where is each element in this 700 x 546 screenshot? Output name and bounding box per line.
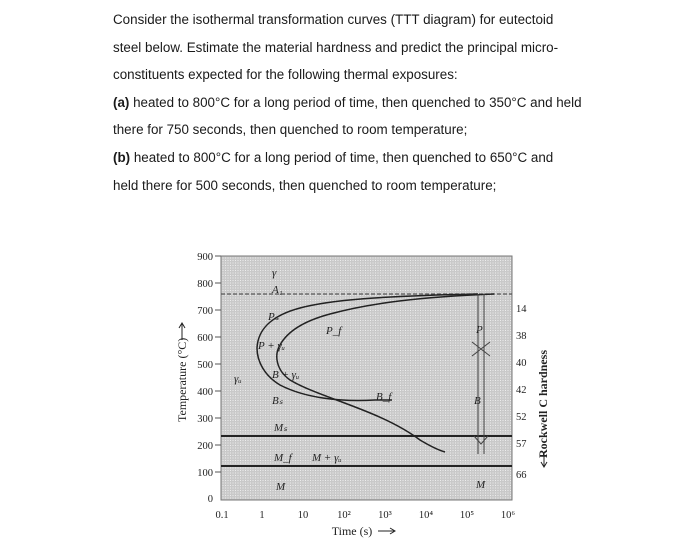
x-tick-label: 0.1 <box>215 510 229 521</box>
label-bs: Bₛ <box>272 395 283 407</box>
label-ps: Pₛ <box>268 311 279 323</box>
y-tick-label: 100 <box>197 468 213 479</box>
hardness-tick: 42 <box>516 385 527 396</box>
x-tick-label: 10⁵ <box>459 510 475 521</box>
y-axis-label: Temperature (°C) <box>175 337 189 422</box>
hardness-tick: 38 <box>516 331 527 342</box>
label-gamma-u: γᵤ <box>234 373 242 385</box>
intro-line: steel below. Estimate the material hardness and predict the principal micro- <box>113 39 559 55</box>
part-b-line2: held there for 500 seconds, then quenched to room temperature; <box>113 177 497 193</box>
part-a-text: heated to 800°C for a long period of time, then quenched to 350°C and held <box>129 94 582 110</box>
x-axis-label: Time (s) <box>331 524 373 538</box>
label-ms: Mₛ <box>274 422 288 434</box>
part-b-text: heated to 800°C for a long period of time, then quenched to 650°C and <box>130 149 554 165</box>
y-tick-label: 300 <box>197 414 213 425</box>
y-tick-label: 600 <box>197 333 213 344</box>
part-b-label: (b) <box>113 149 131 165</box>
label-right-m: M <box>476 479 486 491</box>
x-tick-label: 10 <box>297 510 309 521</box>
label-p-gamma: P + γᵤ <box>258 340 286 352</box>
y-tick-label: 900 <box>197 252 213 263</box>
hardness-tick: 66 <box>516 470 527 481</box>
label-m: M <box>276 481 286 493</box>
y-tick-label: 200 <box>197 441 213 452</box>
label-b-gamma: B + γᵤ <box>272 369 300 381</box>
hardness-tick: 14 <box>516 304 527 315</box>
x-axis-arrow-icon <box>378 528 395 534</box>
y-tick-label: 800 <box>197 279 213 290</box>
y-tick-label: 500 <box>197 360 213 371</box>
label-right-p: P <box>476 324 483 336</box>
plot-area <box>221 256 512 500</box>
label-right-b: B <box>474 395 481 407</box>
y-tick-label: 0 <box>207 494 213 505</box>
y-axis-arrow-icon <box>179 323 185 340</box>
label-gamma: γ <box>272 267 277 279</box>
hardness-axis-label: Rockwell C hardness <box>536 349 550 458</box>
x-tick-label: 10³ <box>378 510 392 521</box>
part-a-label: (a) <box>113 94 130 110</box>
label-mf: M_f <box>274 452 292 464</box>
hardness-tick: 57 <box>516 439 527 450</box>
part-a-line2: there for 750 seconds, then quenched to room temperature; <box>113 122 468 138</box>
y-tick-label: 400 <box>197 387 213 398</box>
label-m-gamma: M + γᵤ <box>312 452 342 464</box>
x-tick-label: 10⁶ <box>500 510 516 521</box>
hardness-tick: 52 <box>516 412 527 423</box>
intro-line: constituents expected for the following thermal exposures: <box>113 67 458 83</box>
y-axis-ticks <box>215 256 221 472</box>
y-tick-label: 700 <box>197 306 213 317</box>
intro-line: Consider the isothermal transformation curves (TTT diagram) for eutectoid <box>113 12 554 27</box>
x-tick-label: 1 <box>259 510 265 521</box>
label-pf: P_f <box>326 325 342 337</box>
hardness-tick: 40 <box>516 358 527 369</box>
label-bf: B_f <box>376 391 392 403</box>
x-tick-label: 10⁴ <box>418 510 434 521</box>
label-a1: A₁ <box>272 284 283 296</box>
x-tick-label: 10² <box>337 510 351 521</box>
